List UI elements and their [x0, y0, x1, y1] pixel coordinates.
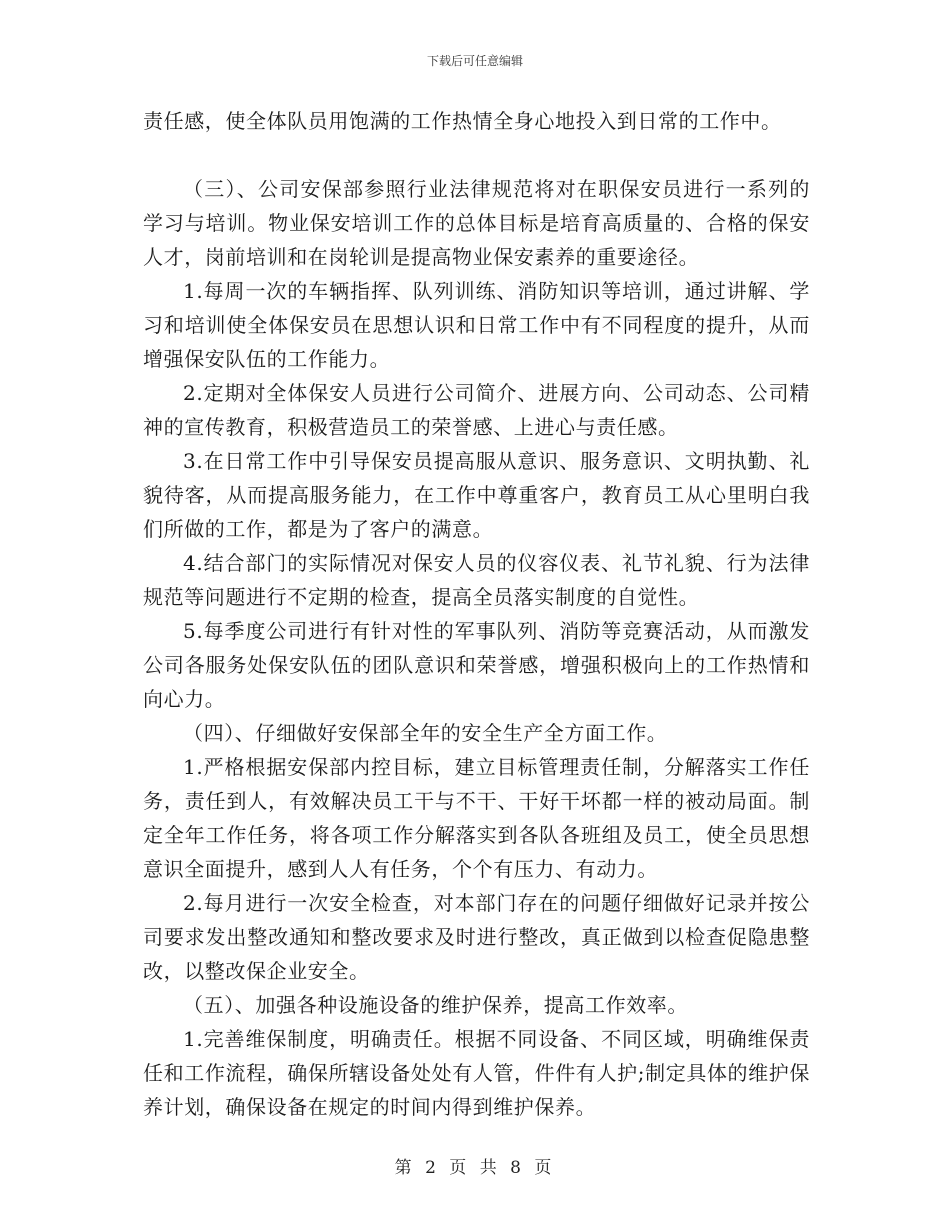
page-header: 下载后可任意编辑 — [426, 54, 523, 68]
section-three-heading-paragraph: （三）、公司安保部参照行业法律规范将对在职保安员进行一系列的学习与培训。物业保安培训工作的总体目标是培育高质量的、合格的保安人才，岗前培训和在岗轮训是提高物业保安素养的重要途径。 — [143, 177, 810, 269]
section-five-item-1: 1.完善维保制度，明确责任。根据不同设备、不同区域，明确维保责任和工作流程，确保所辖设备处处有人管，件件有人护;制定具体的维护保养计划，确保设备在规定的时间内得到维护保养。 — [143, 1027, 810, 1119]
section-three-item-3: 3.在日常工作中引导保安员提高服从意识、服务意识、文明执勤、礼貌待客，从而提高服务能力，在工作中尊重客户，教育员工从心里明白我们所做的工作，都是为了客户的满意。 — [143, 449, 810, 541]
section-four-heading: （四）、仔细做好安保部全年的安全生产全方面工作。 — [183, 721, 668, 745]
document-body — [143, 104, 810, 1124]
section-three-item-5: 5.每季度公司进行有针对性的军事队列、消防等竞赛活动，从而激发公司各服务处保安队伍的团队意识和荣誉感，增强积极向上的工作热情和向心力。 — [143, 619, 810, 711]
page-number-footer: 第 2 页 共 8 页 — [394, 1158, 556, 1178]
paragraph-continuation: 责任感，使全体队员用饱满的工作热情全身心地投入到日常的工作中。 — [143, 109, 782, 133]
section-three-item-2: 2.定期对全体保安人员进行公司简介、进展方向、公司动态、公司精神的宣传教育，积极营造员工的荣誉感、上进心与责任感。 — [143, 381, 810, 439]
section-three-item-4: 4.结合部门的实际情况对保安人员的仪容仪表、礼节礼貌、行为法律规范等问题进行不定期的检查，提高全员落实制度的自觉性。 — [143, 551, 810, 609]
section-four-item-1: 1.严格根据安保部内控目标，建立目标管理责任制，分解落实工作任务，责任到人，有效解决员工干与不干、干好干坏都一样的被动局面。制定全年工作任务，将各项工作分解落实到各队各班组及员工，使全员思想意识全面提升，感到人人有任务，个个有压力、有动力。 — [143, 755, 810, 881]
section-four-item-2: 2.每月进行一次安全检查，对本部门存在的问题仔细做好记录并按公司要求发出整改通知和整改要求及时进行整改，真正做到以检查促隐患整改，以整改保企业安全。 — [143, 891, 810, 983]
section-five-heading: （五）、加强各种设施设备的维护保养，提高工作效率。 — [183, 993, 688, 1017]
paragraph-gap — [143, 138, 810, 172]
section-three-item-1: 1.每周一次的车辆指挥、队列训练、消防知识等培训，通过讲解、学习和培训使全体保安员在思想认识和日常工作中有不同程度的提升，从而增强保安队伍的工作能力。 — [143, 279, 810, 371]
